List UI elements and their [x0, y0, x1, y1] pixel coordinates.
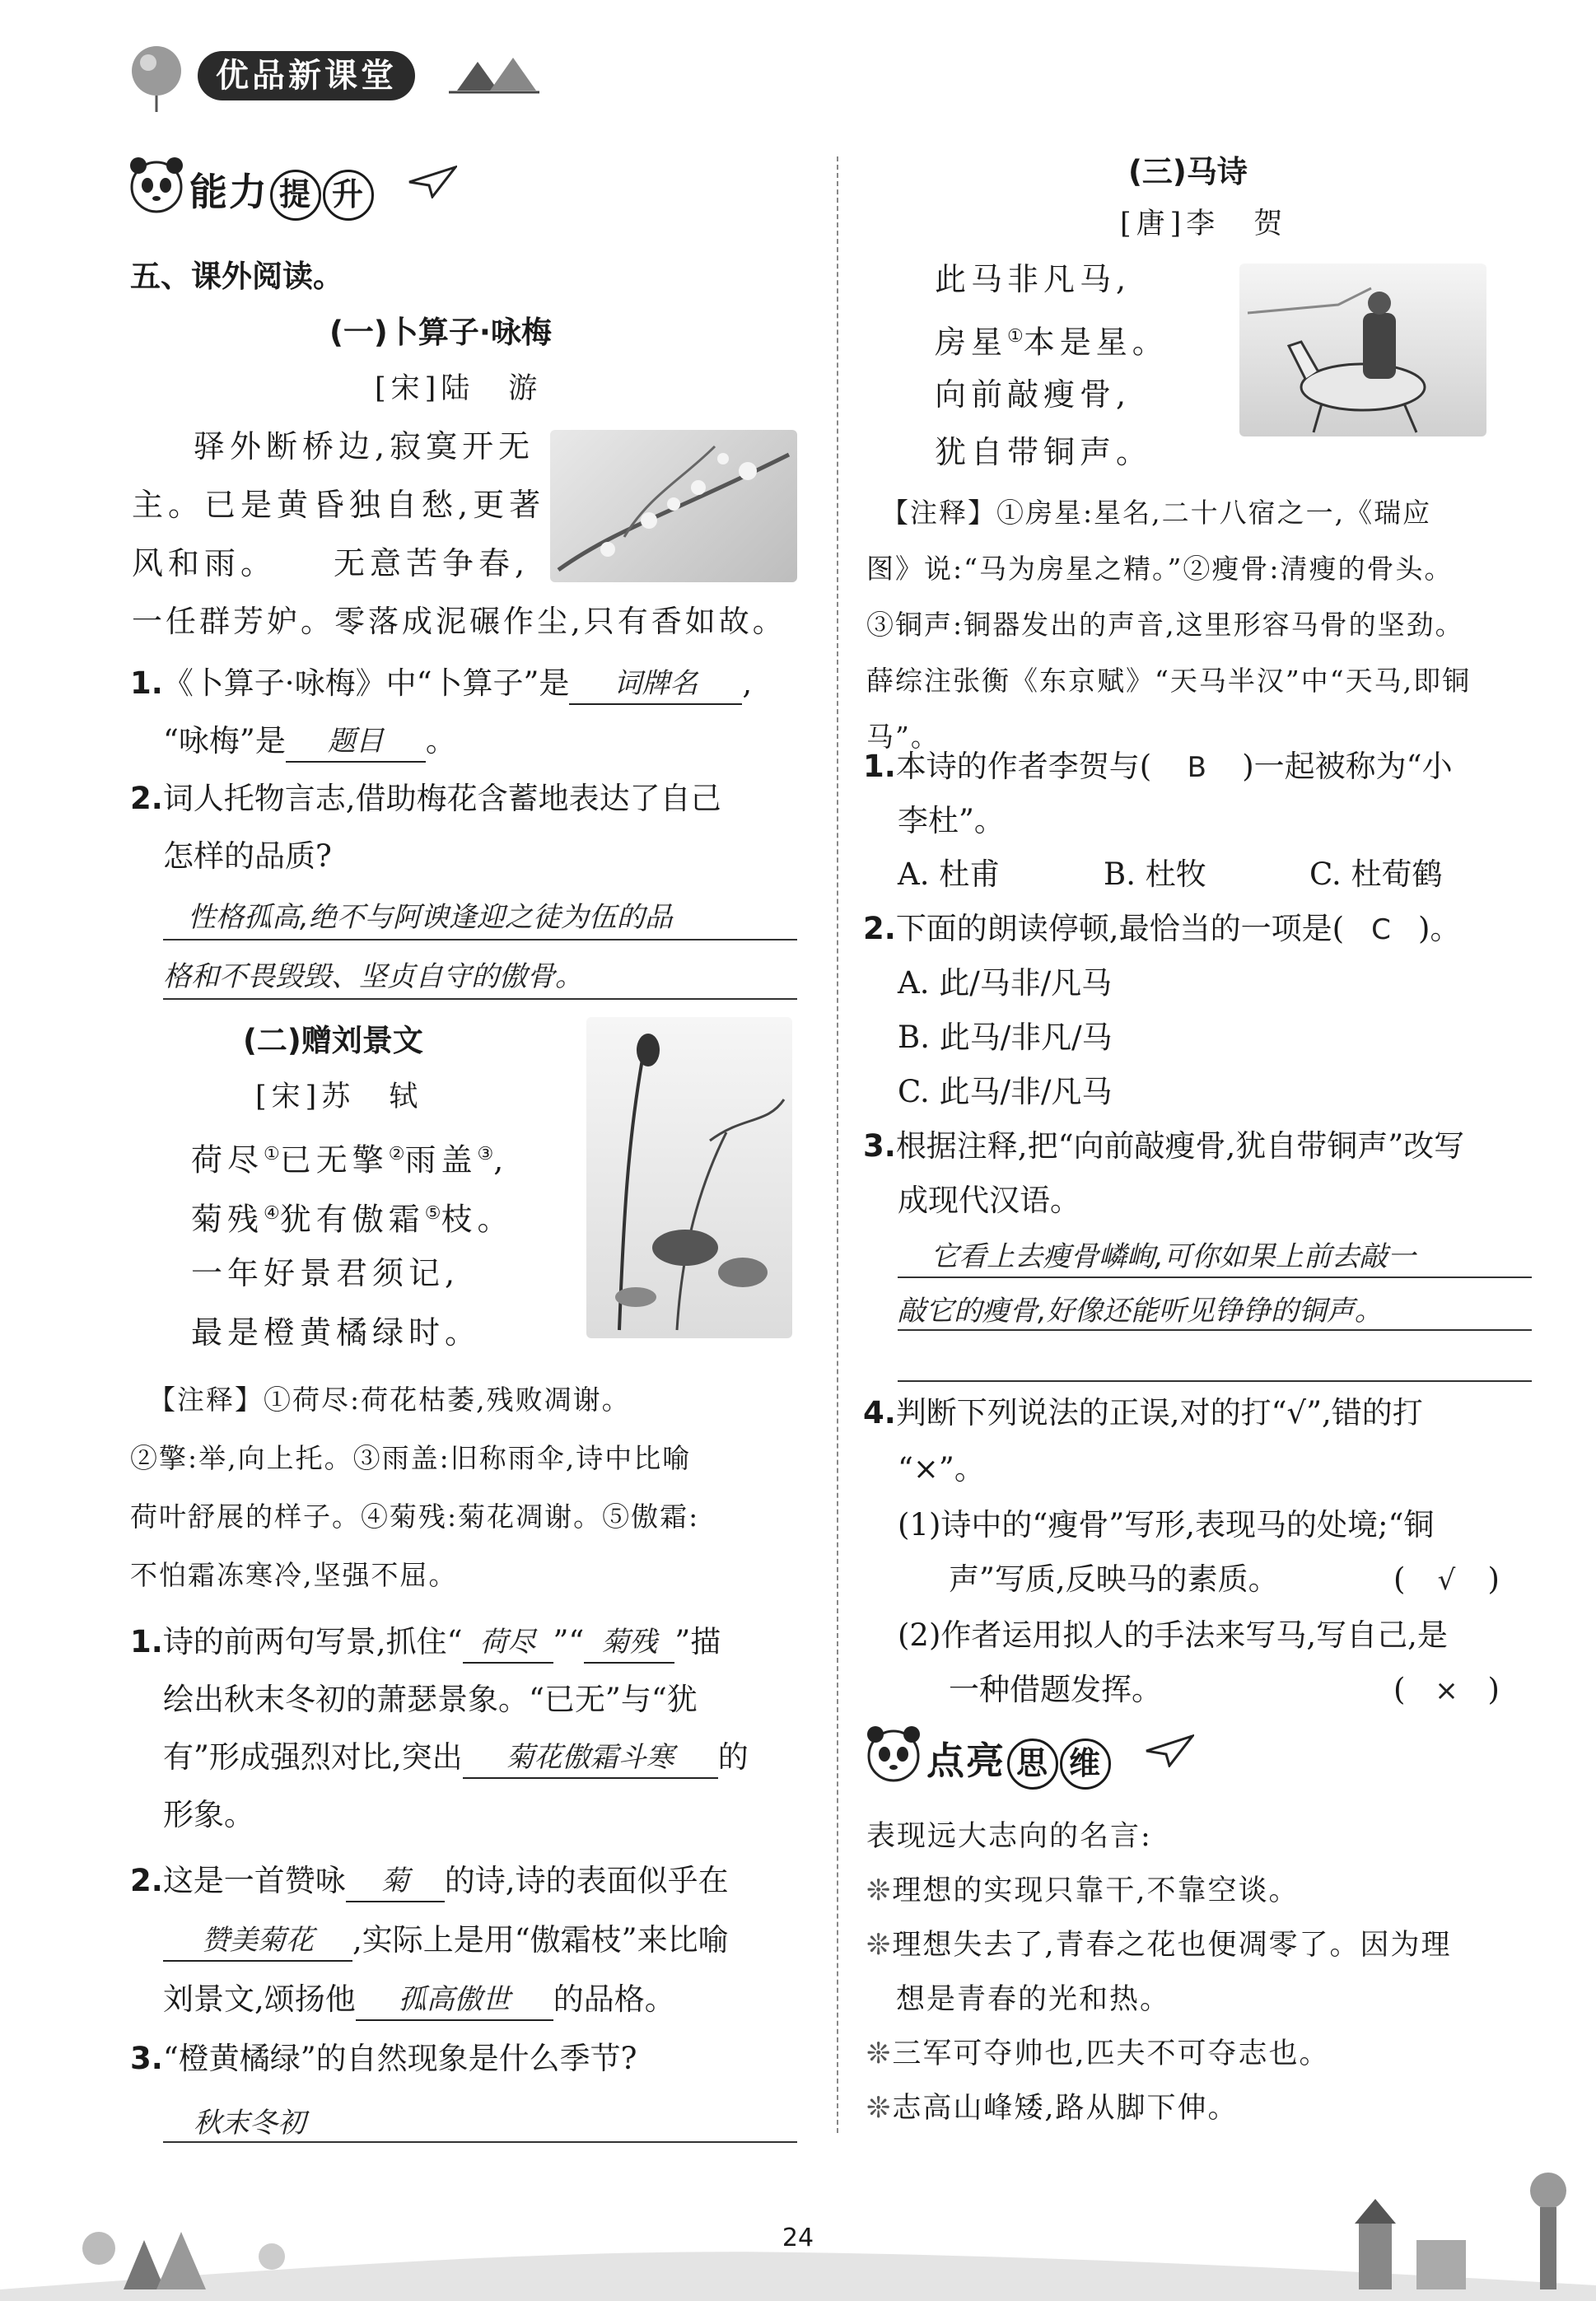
paper-plane-icon — [408, 166, 457, 198]
answer-blank[interactable]: 题目 — [286, 721, 426, 763]
question-item: 形象。 — [163, 1797, 254, 1832]
badge-ring-char: 思 — [1007, 1739, 1058, 1790]
answer-blank[interactable]: 孤高傲世 — [356, 1980, 553, 2021]
option-a[interactable]: A. 杜甫 — [898, 856, 1001, 892]
panda-icon — [124, 152, 189, 226]
annotation-line: 荷叶舒展的样子。④菊残:菊花凋谢。⑤傲霜: — [130, 1501, 700, 1533]
question-item: 1.诗的前两句写景,抓住“ 荷尽 ”“ 菊残 ”描 — [130, 1621, 721, 1664]
saying-item: ❊理想失去了,青春之花也便凋零了。因为理 — [866, 1929, 1452, 1962]
panda-icon — [861, 1721, 926, 1795]
question-item: 1.本诗的作者李贺与( B )一起被称为“小 — [863, 745, 1453, 789]
annotation-line: 不怕霜冻寒冷,坚强不屈。 — [130, 1559, 458, 1591]
annotation-line: 马”。 — [866, 721, 940, 753]
annotation-line: 【注释】①房星:星名,二十八宿之一,《瑞应 — [881, 497, 1432, 529]
answer-line[interactable] — [898, 1277, 1532, 1278]
option-c[interactable]: C. 此马/非/凡马 — [898, 1074, 1113, 1109]
judge-answer-box[interactable]: ( × ) — [1393, 1672, 1500, 1707]
poem-line: 菊残④犹有傲霜⑤枝。 — [191, 1201, 514, 1238]
question-title: 五、课外阅读。 — [130, 259, 343, 294]
annotation-line: 图》说:“马为房星之精。”②瘦骨:清瘦的骨头。 — [866, 553, 1454, 585]
question-item: 3.“橙黄橘绿”的自然现象是什么季节? — [130, 2041, 637, 2076]
poem-line: 最是橙黄橘绿时。 — [191, 1314, 482, 1351]
badge-ring-char: 升 — [323, 170, 374, 221]
question-item: “×”。 — [898, 1451, 985, 1487]
answer-blank[interactable]: 菊花傲霜斗寒 — [463, 1738, 718, 1779]
question-item: 刘景文,颂扬他 孤高傲世 的品格。 — [163, 1978, 675, 2021]
judge-answer-box[interactable]: ( √ ) — [1393, 1561, 1500, 1597]
column-divider — [837, 156, 838, 2133]
choice-options — [898, 853, 1443, 896]
handwritten-answer: 它看上去瘦骨嶙峋,可你如果上前去敲一 — [931, 1240, 1416, 1273]
poem-line: 主。已是黄昏独自愁,更著 — [132, 487, 546, 523]
answer-blank[interactable]: 菊 — [346, 1861, 445, 1902]
horse-rider-illustration — [1239, 264, 1486, 436]
poem-line: 向前敲瘦骨, — [935, 376, 1132, 413]
handwritten-answer: 敲它的瘦骨,好像还能听见铮铮的铜声。 — [898, 1295, 1383, 1328]
answer-line[interactable] — [898, 1380, 1532, 1382]
handwritten-answer: 格和不畏毁毁、坚贞自守的傲骨。 — [163, 960, 583, 993]
handwritten-answer: 性格孤高,绝不与阿谀逢迎之徒为伍的品 — [188, 901, 673, 934]
answer-line[interactable] — [163, 939, 797, 940]
question-item: 3.根据注释,把“向前敲瘦骨,犹自带铜声”改写 — [863, 1128, 1465, 1164]
answer-line[interactable] — [898, 1329, 1532, 1331]
answer-blank[interactable]: 菊残 — [584, 1622, 674, 1664]
saying-item: ❊三军可夺帅也,匹夫不可夺志也。 — [866, 2037, 1330, 2070]
poem-line: 风和雨。 无意苦争春, — [132, 545, 530, 581]
poem-title: (二)赠刘景文 — [243, 1023, 423, 1058]
flower-bullet-icon: ❊ — [866, 1874, 893, 1907]
question-item: 李杜”。 — [898, 803, 1005, 838]
question-item: “咏梅”是 题目 。 — [163, 720, 456, 763]
poem-title: (三)马诗 — [1128, 154, 1248, 189]
badge-ring-char: 维 — [1060, 1739, 1111, 1790]
choice-answer[interactable]: B — [1187, 751, 1206, 784]
question-item: 绘出秋末冬初的萧瑟景象。“已无”与“犹 — [163, 1682, 698, 1717]
poem-author: [唐]李 贺 — [1120, 208, 1288, 240]
answer-blank[interactable]: 赞美菊花 — [163, 1921, 352, 1962]
saying-item: ❊理想的实现只靠干,不靠空谈。 — [866, 1874, 1300, 1907]
poem-line: 此马非凡马, — [935, 261, 1132, 297]
option-c[interactable]: C. 杜荀鹤 — [1309, 856, 1443, 892]
question-item: 有”形成强烈对比,突出 菊花傲霜斗寒 的 — [163, 1736, 749, 1779]
question-item: 赞美菊花 ,实际上是用“傲霜枝”来比喻 — [163, 1919, 729, 1962]
plum-blossom-illustration — [550, 430, 797, 582]
badge-ring-char: 提 — [270, 170, 321, 221]
annotation-line: 薛综注张衡《东京赋》“天马半汉”中“天马,即铜 — [866, 665, 1472, 697]
sayings-title: 表现远大志向的名言: — [866, 1820, 1152, 1853]
judge-item: (2)作者运用拟人的手法来写马,写自己,是 — [898, 1617, 1448, 1653]
house-decoration-icon — [449, 49, 539, 99]
poem-line: 荷尽①已无擎②雨盖③, — [191, 1141, 509, 1179]
question-item: 2.这是一首赞咏 菊 的诗,诗的表面似乎在 — [130, 1860, 729, 1902]
annotation-line: 【注释】①荷尽:荷花枯萎,残败凋谢。 — [148, 1384, 631, 1416]
poem-line: 房星①本是星。 — [935, 324, 1169, 361]
handwritten-answer: 秋末冬初 — [194, 2107, 306, 2140]
section-badge-thinking — [861, 1721, 1206, 1795]
question-item: 怎样的品质? — [163, 838, 332, 874]
poem-author: [宋]陆 游 — [375, 372, 543, 405]
poem-line: 一任群芳妒。零落成泥碾作尘,只有香如故。 — [132, 604, 786, 639]
poem-line: 犹自带铜声。 — [935, 434, 1153, 470]
choice-answer[interactable]: C — [1371, 913, 1391, 946]
poem-author: [宋]苏 轼 — [255, 1080, 423, 1113]
question-item: 成现代汉语。 — [898, 1183, 1080, 1218]
badge-text: 能力 — [189, 170, 268, 214]
judge-item: 声”写质,反映马的素质。 — [949, 1561, 1279, 1597]
poem-title: (一)卜算子·咏梅 — [329, 315, 552, 350]
annotation-line: ③铜声:铜器发出的声音,这里形容马骨的坚劲。 — [866, 609, 1464, 641]
footer-landscape-decoration — [0, 2125, 1596, 2301]
paper-plane-icon — [1145, 1734, 1194, 1767]
question-item: 2.词人托物言志,借助梅花含蓄地表达了自己 — [130, 781, 721, 816]
book-title: 优品新课堂 — [198, 51, 415, 100]
flower-bullet-icon: ❊ — [866, 1929, 893, 1962]
answer-blank[interactable]: 词牌名 — [569, 664, 742, 705]
poem-line: 一年好景君须记, — [191, 1255, 460, 1291]
answer-blank[interactable]: 荷尽 — [463, 1622, 553, 1664]
lotus-ink-illustration — [586, 1017, 792, 1338]
answer-line[interactable] — [163, 998, 797, 1000]
question-item: 2.下面的朗读停顿,最恰当的一项是( C )。 — [863, 908, 1460, 951]
judge-item: (1)诗中的“瘦骨”写形,表现马的处境;“铜 — [898, 1507, 1435, 1543]
question-item: 4.判断下列说法的正误,对的打“√”,错的打 — [863, 1395, 1423, 1431]
option-a[interactable]: A. 此/马非/凡马 — [898, 965, 1113, 1001]
flower-bullet-icon: ❊ — [866, 2037, 893, 2070]
poem-line: 驿外断桥边,寂寞开无 — [194, 428, 535, 464]
flower-bullet-icon: ❊ — [866, 2092, 893, 2125]
saying-item-cont: 想是青春的光和热。 — [896, 1983, 1171, 2016]
section-badge-ability — [124, 152, 469, 226]
balloon-decoration-icon — [124, 40, 198, 114]
option-b[interactable]: B. 此马/非凡/马 — [898, 1020, 1113, 1055]
page-number: 24 — [782, 2224, 814, 2252]
badge-text: 点亮 — [926, 1739, 1006, 1783]
annotation-line: ②擎:举,向上托。③雨盖:旧称雨伞,诗中比喻 — [130, 1442, 692, 1474]
judge-item: 一种借题发挥。 — [949, 1672, 1162, 1707]
question-item: 1.《卜算子·咏梅》中“卜算子”是 词牌名 , — [130, 662, 752, 705]
option-b[interactable]: B. 杜牧 — [1104, 856, 1206, 892]
saying-item: ❊志高山峰矮,路从脚下伸。 — [866, 2092, 1239, 2125]
